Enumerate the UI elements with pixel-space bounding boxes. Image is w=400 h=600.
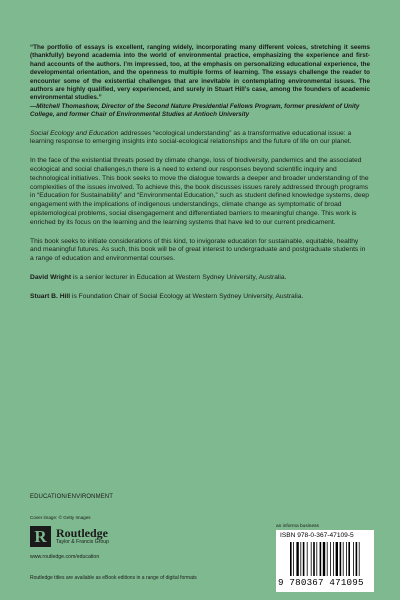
author-name: David Wright — [30, 274, 72, 282]
description-paragraph-1-text: addresses “ecological understanding” as a transformative educational issue: a learning response to emerging insights into social-ecological relationships and the future of life on our planet. — [30, 129, 352, 146]
description-paragraph-3: This book seeks to initiate considerations of this kind, to invigorate education for sustainable, equitable, healthy and meaningful futures. As such, this book will be of great interest to undergraduate and postgraduate students in a range of education and environmental courses. — [30, 237, 366, 263]
endorsement-attribution: —Mitchell Thomashow, Director of the Second Nature Presidential Fellows Program, former president of Unity College, and former Chair of Environmental Studies at Antioch University — [30, 102, 360, 119]
cover-image-credit: Cover image: © Getty Images — [30, 515, 91, 520]
author-bio-2 — [30, 293, 370, 302]
author-bio-text: is a senior lecturer in Education at Western Sydney University, Australia. — [71, 274, 287, 282]
subject-category: EDUCATION/ENVIRONMENT — [30, 494, 113, 500]
publisher-group: Taylor & Francis Group — [56, 539, 110, 545]
author-bio-text: is Foundation Chair of Social Ecology at Western Sydney University, Australia. — [70, 292, 304, 300]
barcode-number: 9 780367 471095 — [278, 577, 364, 588]
routledge-logo-icon: R — [30, 526, 51, 547]
barcode-icon — [290, 542, 362, 576]
publisher-website: www.routledge.com/education — [30, 554, 100, 560]
back-cover-content — [30, 44, 370, 302]
description-paragraph-2: In the face of the existential threats posed by climate change, loss of biodiversity, pandemics and the associated ecological and social challenges,n there is a need to extend our responses beyond scientific inquiry and technological initiatives. This book seeks to move the dialogue towards a deeper and broader understanding of the complexities of the issues involved. To achieve this, the book discusses issues rarely addressed through programs in “Education for Sustainability” and “Environmental Education,” such as student defined knowledge systems, deep engagement with the implications of indigenous understandings, climate change as symptomatic of broad epistemological problems, social disengagement and differentiated barriers to meaningful change. This work is enriched by its focus on the learning and the learning systems that have led to our current predicament. — [30, 157, 370, 226]
endorsement-quote: “The portfolio of essays is excellent, ranging widely, incorporating many different voices, stretching it seems (thankfully) beyond academia into the world of environmental practice, emphasizing the experience and first-hand accounts of the authors. I’m impressed, too, at the emphasis on personalizing educational experience, the developmental orientation, and the openness to multiple forms of learning. The essays challenge the reader to encounter some of the existential challenges that are inevitable in contemplating environmental issues. The authors are highly qualified, very experienced, and surely in Stuart Hill’s case, among the founders of academic environmental studies.” — [30, 44, 370, 102]
informa-business-label: an informa business — [276, 524, 319, 529]
publisher-logo — [30, 526, 109, 547]
publisher-name: Routledge — [56, 526, 108, 540]
ebook-footnote: Routledge titles are available as eBook editions in a range of digital formats — [30, 575, 197, 581]
isbn-label: ISBN 978-0-367-47109-5 — [280, 532, 354, 539]
description-paragraph-1 — [30, 130, 370, 148]
author-name: Stuart B. Hill — [30, 292, 71, 300]
author-bio-1 — [30, 274, 370, 283]
book-title-inline: Social Ecology and Education — [30, 129, 119, 137]
barcode-panel — [276, 530, 374, 592]
